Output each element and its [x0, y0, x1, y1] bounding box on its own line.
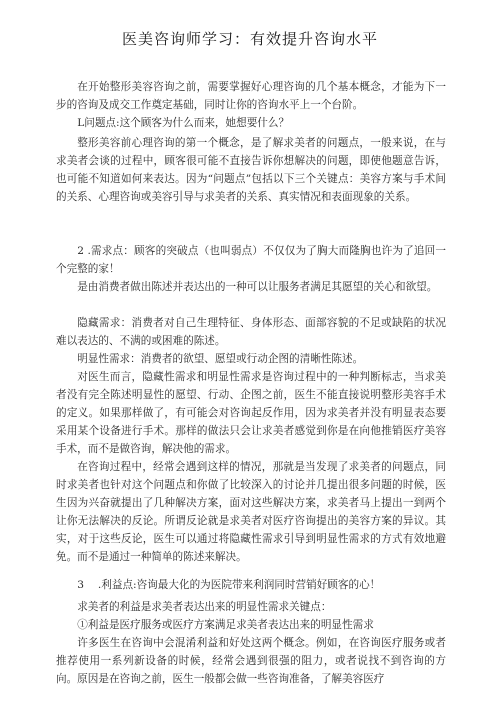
heading-benefit-point: 3 .利益点:咨询最大化的为医院带来利润同时营销好顾客的心！ — [77, 579, 381, 591]
heading-problem-point: L问题点:这个顾客为什么而来，她想要什么？ — [77, 117, 290, 129]
paragraph-hidden-demand: 隐藏需求：消费者对自己生理特征、身体形态、面部容貌的不足或缺陷的状况难以表达的、不满的或困难的陈述。 — [56, 317, 446, 347]
paragraph-counter-argument: 在咨询过程中，经常会遇到这样的情况，那就是当发现了求美者的问题点，同时求美者也针对这个问题点和你做了比较深入的讨论并几提出很多问题的时候，医生因为兴奋就提出了几种解决方案，面对这些解决方案，求美者马上提出一到两个让你无法解决的反论。所谓反论就是求美者对医疗咨询提出的美容方案的异议。其实，对于这些反论，医生可以通过将隐藏性需求引导到明显性需求的方式有效地避免。而不是通过一种简单的陈述来解决。 — [56, 461, 446, 563]
paragraph-benefit-explanation: 许多医生在咨询中会混淆利益和好处这两个概念。例如，在咨询医疗服务或者推荐使用一系列新设备的时候，经常会遇到很强的阻力，或者说找不到咨询的方向。原因是在咨询之前，医生一般都会做一些咨询准备，了解美容医疗 — [56, 637, 446, 685]
paragraph-benefit-key: 求美者的利益是求美者表达出来的明显性需求关键点： — [77, 601, 332, 613]
paragraph-problem-point: 整形美容前心理咨询的第一个概念，是了解求美者的问题点，一般来说，在与求美者会谈的过程中，顾客很可能不直接告诉你想解决的问题，即使他题意告诉，也可能不知道如何来表达。因为“问题点”包括以下三个关键点：美容方案与手术间的关系、心理咨询或美容引导与求美者的关系、真实情况和表面现象的关系。 — [56, 137, 446, 203]
paragraph-explicit-demand: 明显性需求：消费者的欲望、愿望或行动企图的清晰性陈述。 — [77, 353, 364, 365]
paragraph-benefit-item-1: ①利益是医疗服务或医疗方案满足求美者表达出来的明显性需求 — [77, 619, 374, 631]
paragraph-demand-judgment: 对医生而言，隐藏性需求和明显性需求是咨询过程中的一种判断标志，当求美者没有完全陈述明显性的愿望、行动、企图之前，医生不能直接说明整形美容手术的定义。如果那样做了，有可能会对咨询起反作用，因为求美者并没有明显表态要采用某个设备进行手术。那样的做法只会让求美者感觉到你是在向他推销医疗美容手术，而不是做咨询，解决他的需求。 — [56, 371, 446, 455]
heading-demand-point: 2 .需求点：顾客的突破点（也叫弱点）不仅仅为了胸大而隆胸也许为了追回一个完整的家！ — [56, 245, 446, 275]
page-title: 医美咨询师学习：有效提升咨询水平 — [121, 30, 378, 48]
paragraph-demand-definition: 是由消费者做出陈述并表达出的一种可以让服务者满足其愿望的关心和欲望。 — [77, 281, 438, 293]
intro-paragraph: 在开始整形美容咨询之前，需要掌握好心理咨询的几个基本概念，才能为下一步的咨询及成交工作奠定基础，同时让你的咨询水平上一个台阶。 — [56, 81, 446, 111]
